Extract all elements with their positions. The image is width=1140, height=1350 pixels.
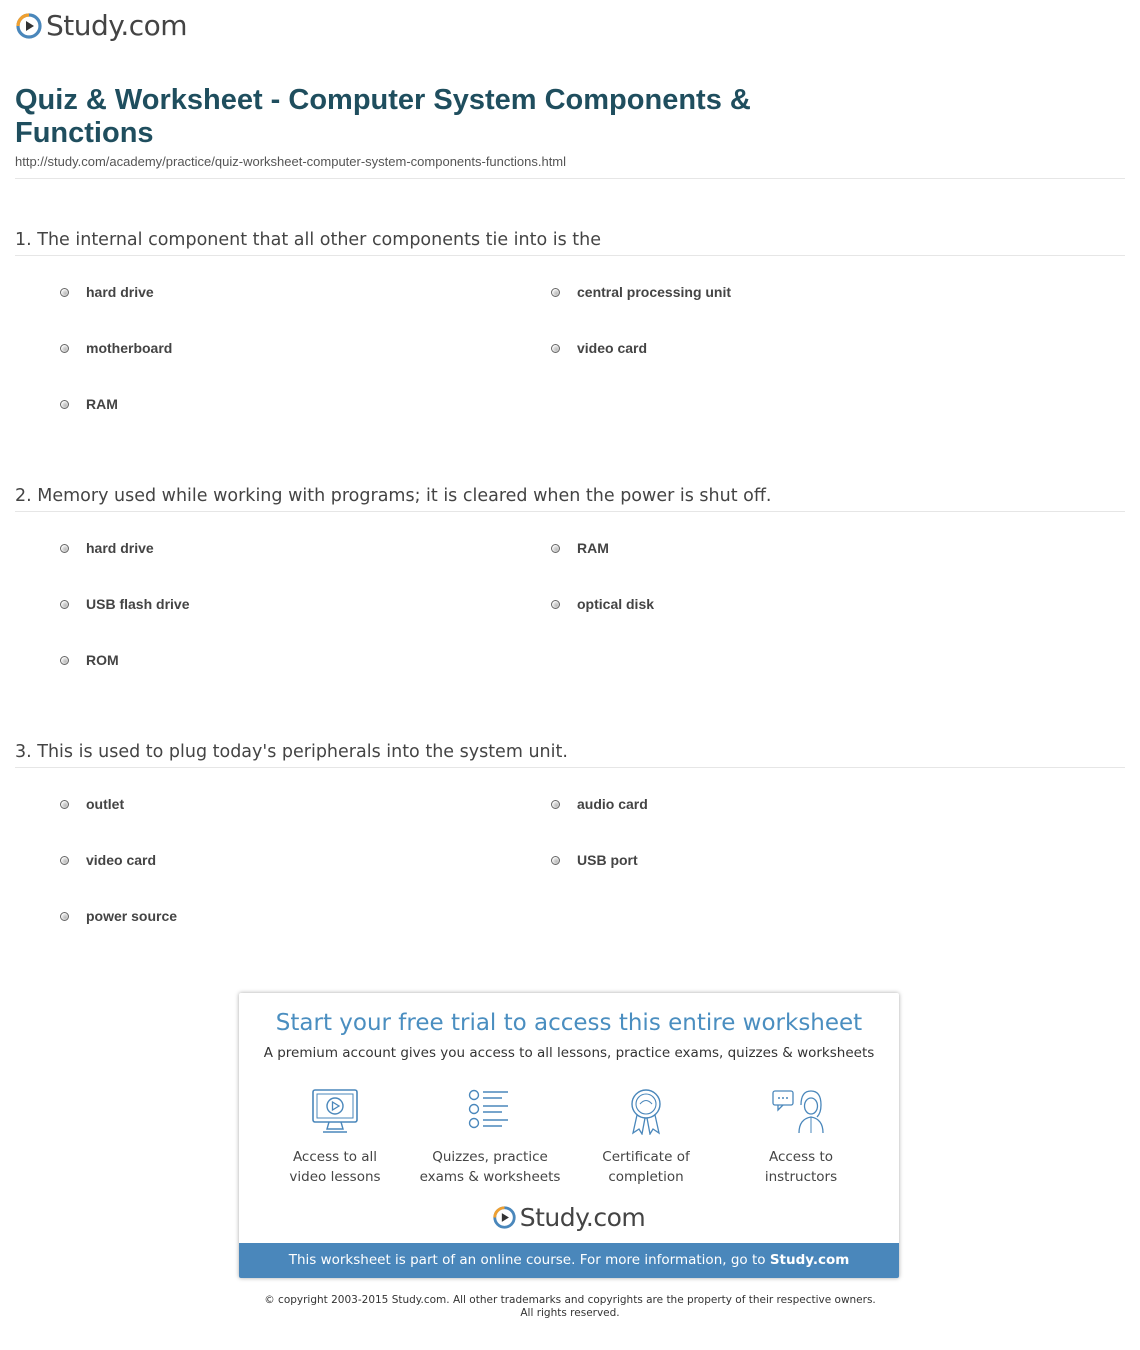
question-divider xyxy=(15,255,1125,256)
page-url[interactable]: http://study.com/academy/practice/quiz-worksheet-computer-system-components-functions.html xyxy=(15,154,567,169)
option-label: USB port xyxy=(577,852,638,868)
option-label: video card xyxy=(577,340,648,356)
answer-option[interactable] xyxy=(60,852,156,868)
option-label: optical disk xyxy=(577,596,655,612)
radio-button[interactable] xyxy=(551,600,560,609)
question-text: 2. Memory used while working with programs; it is cleared when the power is shut off. xyxy=(15,486,772,506)
option-label: audio card xyxy=(577,796,648,812)
radio-button[interactable] xyxy=(551,288,560,297)
question-1 xyxy=(15,227,1125,256)
radio-button[interactable] xyxy=(60,800,69,809)
question-text: 1. The internal component that all other components tie into is the xyxy=(15,230,602,250)
feature-certificate xyxy=(571,1087,721,1187)
feature-label-line: Certificate of xyxy=(602,1149,690,1165)
answer-option[interactable] xyxy=(551,852,638,868)
feature-label-line: Quizzes, practice xyxy=(432,1149,548,1165)
option-label: video card xyxy=(86,852,157,868)
certificate-icon xyxy=(620,1087,672,1135)
radio-button[interactable] xyxy=(551,856,560,865)
answer-option[interactable] xyxy=(551,796,648,812)
question-divider xyxy=(15,511,1125,512)
radio-button[interactable] xyxy=(60,912,69,921)
quiz-list-icon xyxy=(464,1087,516,1135)
option-label: power source xyxy=(86,908,178,924)
copyright-line: © copyright 2003-2015 Study.com. All other trademarks and copyrights are the property of their respective owners. xyxy=(264,1294,876,1306)
video-lesson-icon xyxy=(309,1087,361,1135)
radio-button[interactable] xyxy=(551,800,560,809)
option-label: hard drive xyxy=(86,284,154,300)
answer-option[interactable] xyxy=(60,652,119,668)
copyright-line: All rights reserved. xyxy=(520,1307,620,1319)
feature-label-line: completion xyxy=(608,1169,684,1185)
question-2 xyxy=(15,483,1125,512)
answer-option[interactable] xyxy=(60,340,172,356)
answer-option[interactable] xyxy=(551,540,609,556)
radio-button[interactable] xyxy=(60,656,69,665)
question-divider xyxy=(15,767,1125,768)
feature-label-line: Access to all xyxy=(292,1149,378,1165)
promo-study-logo[interactable] xyxy=(239,1205,899,1230)
feature-label-line: Access to xyxy=(768,1149,834,1165)
feature-label-line: video lessons xyxy=(289,1169,381,1185)
radio-button[interactable] xyxy=(60,600,69,609)
option-label: central processing unit xyxy=(577,284,732,300)
answer-option[interactable] xyxy=(60,540,154,556)
free-trial-promo[interactable] xyxy=(239,993,899,1278)
play-circle-logo-icon xyxy=(493,1206,516,1229)
course-info-text: This worksheet is part of an online course. For more information, go to xyxy=(288,1252,766,1268)
header-divider xyxy=(15,178,1125,179)
study-logo[interactable] xyxy=(16,10,187,42)
radio-button[interactable] xyxy=(60,400,69,409)
option-label: RAM xyxy=(577,540,609,556)
logo-text: Study.com xyxy=(519,1203,646,1232)
feature-quizzes xyxy=(415,1087,565,1187)
copyright xyxy=(0,1294,1140,1320)
answer-option[interactable] xyxy=(60,796,124,812)
radio-button[interactable] xyxy=(551,344,560,353)
answer-option[interactable] xyxy=(551,340,647,356)
logo-text: Study.com xyxy=(46,9,188,42)
course-info-bar xyxy=(239,1243,899,1278)
feature-video-lessons xyxy=(260,1087,410,1187)
play-circle-logo-icon xyxy=(16,13,42,39)
answer-option[interactable] xyxy=(551,284,731,300)
radio-button[interactable] xyxy=(60,856,69,865)
study-link[interactable]: Study.com xyxy=(769,1252,850,1268)
page-title: Quiz & Worksheet - Computer System Components & Functions xyxy=(15,84,751,149)
option-label: ROM xyxy=(86,652,119,668)
answer-option[interactable] xyxy=(60,596,189,612)
answer-option[interactable] xyxy=(60,284,154,300)
feature-instructors xyxy=(726,1087,876,1187)
question-3 xyxy=(15,739,1125,768)
radio-button[interactable] xyxy=(60,288,69,297)
promo-subtitle: A premium account gives you access to all lessons, practice exams, quizzes & worksheets xyxy=(263,1045,875,1061)
option-label: motherboard xyxy=(86,340,173,356)
option-label: RAM xyxy=(86,396,118,412)
radio-button[interactable] xyxy=(60,344,69,353)
feature-label-line: exams & worksheets xyxy=(419,1169,561,1185)
answer-option[interactable] xyxy=(551,596,654,612)
instructor-icon xyxy=(771,1087,831,1135)
answer-option[interactable] xyxy=(60,908,177,924)
option-label: USB flash drive xyxy=(86,596,190,612)
option-label: hard drive xyxy=(86,540,154,556)
answer-option[interactable] xyxy=(60,396,118,412)
promo-title[interactable]: Start your free trial to access this entire worksheet xyxy=(275,1010,863,1036)
radio-button[interactable] xyxy=(551,544,560,553)
radio-button[interactable] xyxy=(60,544,69,553)
option-label: outlet xyxy=(86,796,125,812)
question-text: 3. This is used to plug today's peripherals into the system unit. xyxy=(15,742,568,762)
feature-label-line: instructors xyxy=(764,1169,838,1185)
